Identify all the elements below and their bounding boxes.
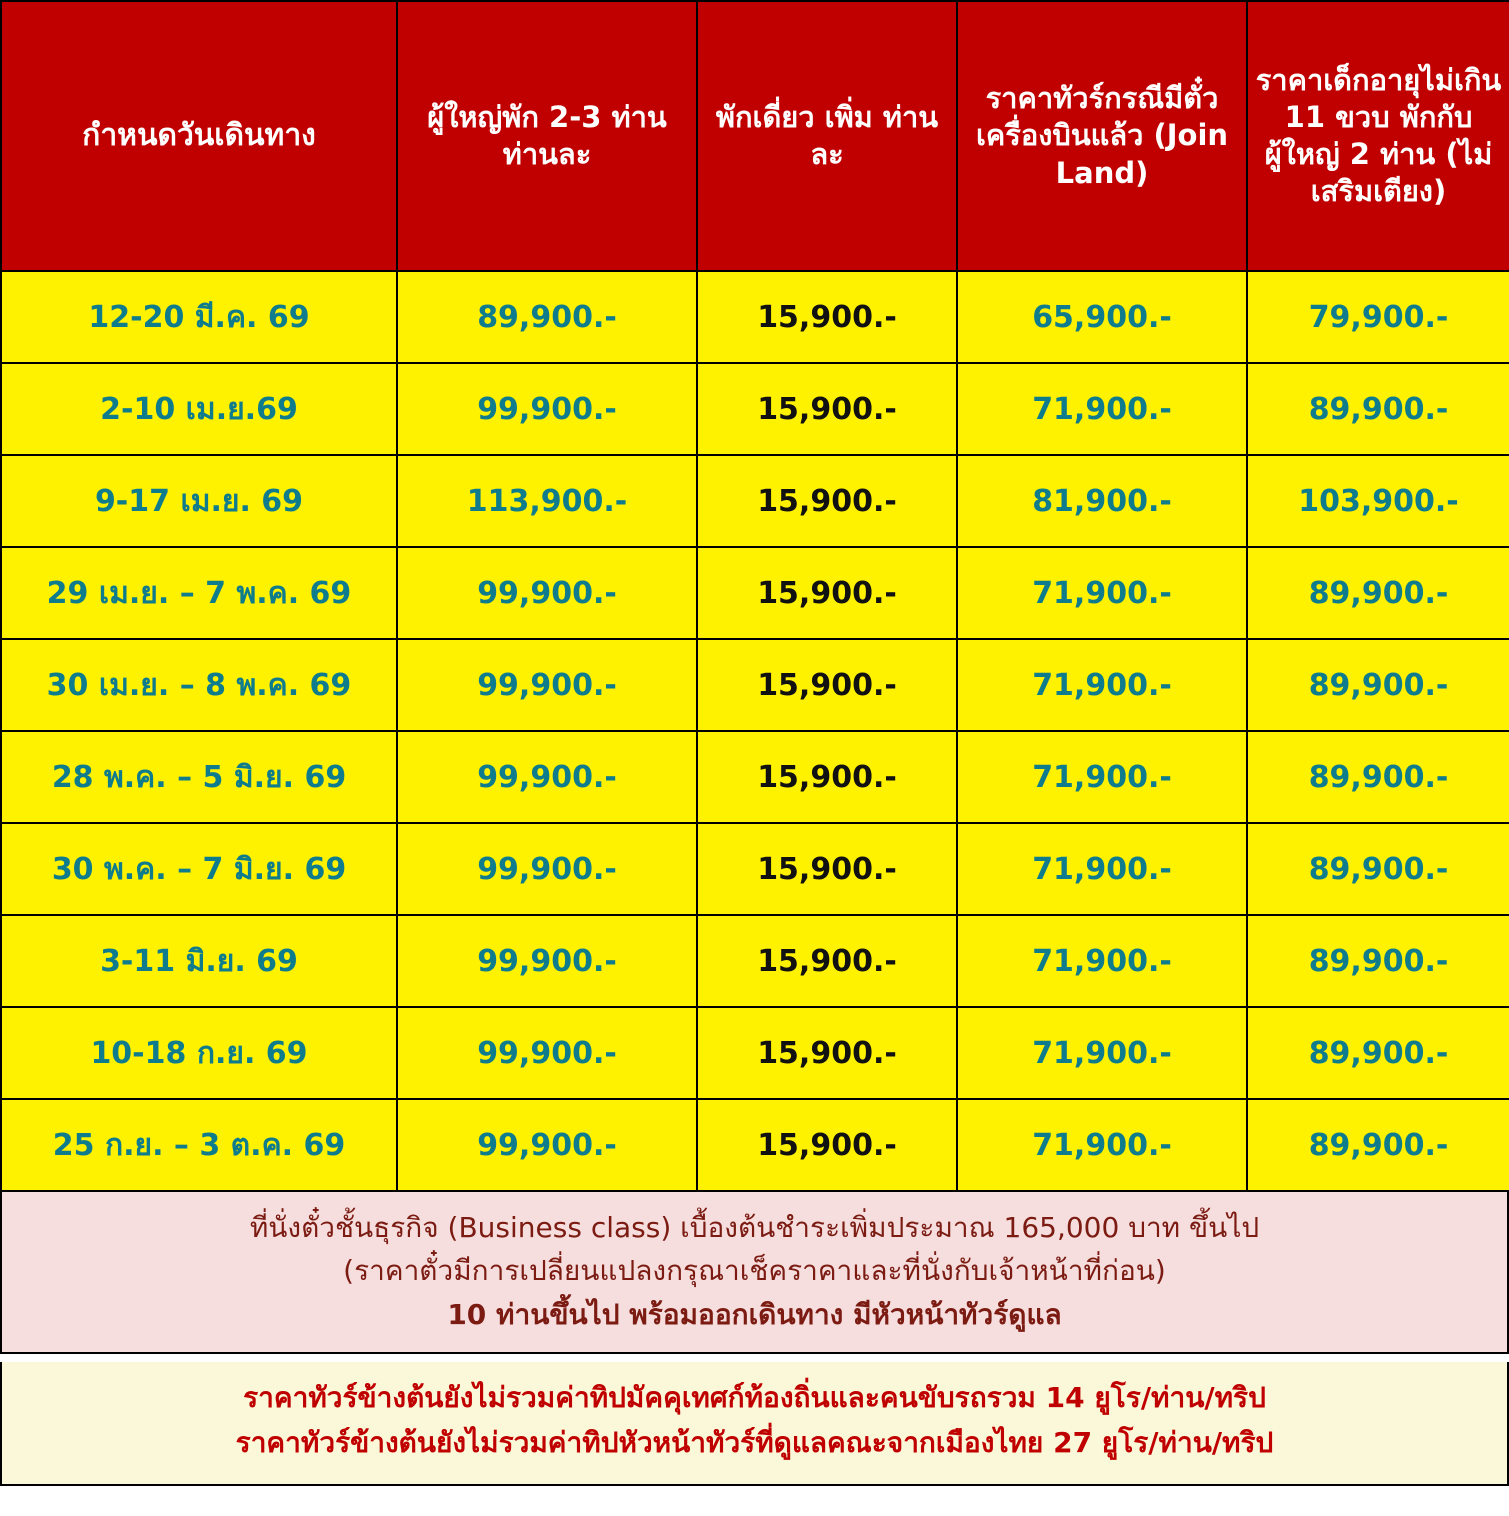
table-row	[1, 271, 1509, 363]
cell-child-price: 89,900.-	[1247, 547, 1509, 639]
cell-departure-date: 28 พ.ค. – 5 มิ.ย. 69	[1, 731, 397, 823]
column-header-adult-twin-triple: ผู้ใหญ่พัก 2-3 ท่าน ท่านละ	[397, 1, 697, 271]
column-header-single-supplement: พักเดี่ยว เพิ่ม ท่านละ	[697, 1, 957, 271]
cell-join-land-price: 71,900.-	[957, 823, 1247, 915]
table-body	[1, 271, 1509, 1191]
table-row	[1, 455, 1509, 547]
cell-departure-date: 29 เม.ย. – 7 พ.ค. 69	[1, 547, 397, 639]
cell-child-price: 79,900.-	[1247, 271, 1509, 363]
cell-join-land-price: 71,900.-	[957, 547, 1247, 639]
table-row	[1, 363, 1509, 455]
cell-child-price: 89,900.-	[1247, 1007, 1509, 1099]
business-class-note-line-2: (ราคาตั๋วมีการเปลี่ยนแปลงกรุณาเช็คราคาและที่นั่งกับเจ้าหน้าที่ก่อน)	[343, 1254, 1166, 1288]
cell-join-land-price: 71,900.-	[957, 915, 1247, 1007]
cell-join-land-price: 71,900.-	[957, 363, 1247, 455]
cell-single-supplement: 15,900.-	[697, 455, 957, 547]
cell-adult-price: 99,900.-	[397, 363, 697, 455]
cell-single-supplement: 15,900.-	[697, 1099, 957, 1191]
cell-adult-price: 99,900.-	[397, 915, 697, 1007]
tip-note-local-guide: ราคาทัวร์ข้างต้นยังไม่รวมค่าทิปมัคคุเทศก์ท้องถิ่นและคนขับรถรวม 14 ยูโร/ท่าน/ทริป	[243, 1381, 1266, 1415]
tip-note-block	[0, 1362, 1509, 1486]
cell-child-price: 89,900.-	[1247, 1099, 1509, 1191]
table-header-row	[1, 1, 1509, 271]
column-header-child-no-bed: ราคาเด็กอายุไม่เกิน 11 ขวบ พักกับผู้ใหญ่ 2 ท่าน (ไม่เสริมเตียง)	[1247, 1, 1509, 271]
cell-single-supplement: 15,900.-	[697, 639, 957, 731]
cell-child-price: 103,900.-	[1247, 455, 1509, 547]
cell-adult-price: 99,900.-	[397, 823, 697, 915]
cell-departure-date: 3-11 มิ.ย. 69	[1, 915, 397, 1007]
cell-adult-price: 89,900.-	[397, 271, 697, 363]
table-row	[1, 1099, 1509, 1191]
cell-adult-price: 113,900.-	[397, 455, 697, 547]
cell-departure-date: 10-18 ก.ย. 69	[1, 1007, 397, 1099]
table-header	[1, 1, 1509, 271]
column-header-departure-date: กำหนดวันเดินทาง	[1, 1, 397, 271]
cell-departure-date: 30 เม.ย. – 8 พ.ค. 69	[1, 639, 397, 731]
cell-join-land-price: 71,900.-	[957, 1099, 1247, 1191]
cell-join-land-price: 65,900.-	[957, 271, 1247, 363]
section-spacer	[0, 1354, 1509, 1362]
cell-join-land-price: 71,900.-	[957, 639, 1247, 731]
cell-departure-date: 2-10 เม.ย.69	[1, 363, 397, 455]
cell-departure-date: 25 ก.ย. – 3 ต.ค. 69	[1, 1099, 397, 1191]
cell-adult-price: 99,900.-	[397, 1099, 697, 1191]
table-row	[1, 823, 1509, 915]
cell-single-supplement: 15,900.-	[697, 1007, 957, 1099]
business-class-note-block	[0, 1192, 1509, 1354]
table-row	[1, 915, 1509, 1007]
cell-single-supplement: 15,900.-	[697, 915, 957, 1007]
cell-child-price: 89,900.-	[1247, 731, 1509, 823]
cell-single-supplement: 15,900.-	[697, 271, 957, 363]
minimum-group-note: 10 ท่านขึ้นไป พร้อมออกเดินทาง มีหัวหน้าทัวร์ดูแล	[447, 1297, 1062, 1331]
cell-single-supplement: 15,900.-	[697, 731, 957, 823]
cell-departure-date: 9-17 เม.ย. 69	[1, 455, 397, 547]
table-row	[1, 1007, 1509, 1099]
cell-departure-date: 30 พ.ค. – 7 มิ.ย. 69	[1, 823, 397, 915]
cell-child-price: 89,900.-	[1247, 915, 1509, 1007]
cell-single-supplement: 15,900.-	[697, 547, 957, 639]
cell-join-land-price: 81,900.-	[957, 455, 1247, 547]
table-row	[1, 731, 1509, 823]
cell-adult-price: 99,900.-	[397, 1007, 697, 1099]
cell-join-land-price: 71,900.-	[957, 731, 1247, 823]
tip-note-tour-leader: ราคาทัวร์ข้างต้นยังไม่รวมค่าทิปหัวหน้าทัวร์ที่ดูแลคณะจากเมืองไทย 27 ยูโร/ท่าน/ทริป	[235, 1425, 1274, 1459]
cell-join-land-price: 71,900.-	[957, 1007, 1247, 1099]
cell-adult-price: 99,900.-	[397, 547, 697, 639]
cell-departure-date: 12-20 มี.ค. 69	[1, 271, 397, 363]
cell-child-price: 89,900.-	[1247, 363, 1509, 455]
column-header-join-land: ราคาทัวร์กรณีมีตั๋วเครื่องบินแล้ว (Join Land)	[957, 1, 1247, 271]
cell-adult-price: 99,900.-	[397, 639, 697, 731]
cell-adult-price: 99,900.-	[397, 731, 697, 823]
table-row	[1, 639, 1509, 731]
cell-single-supplement: 15,900.-	[697, 823, 957, 915]
business-class-note-line-1: ที่นั่งตั๋วชั้นธุรกิจ (Business class) เบื้องต้นชำระเพิ่มประมาณ 165,000 บาท ขึ้นไป	[249, 1211, 1260, 1244]
cell-child-price: 89,900.-	[1247, 823, 1509, 915]
cell-child-price: 89,900.-	[1247, 639, 1509, 731]
table-row	[1, 547, 1509, 639]
cell-single-supplement: 15,900.-	[697, 363, 957, 455]
